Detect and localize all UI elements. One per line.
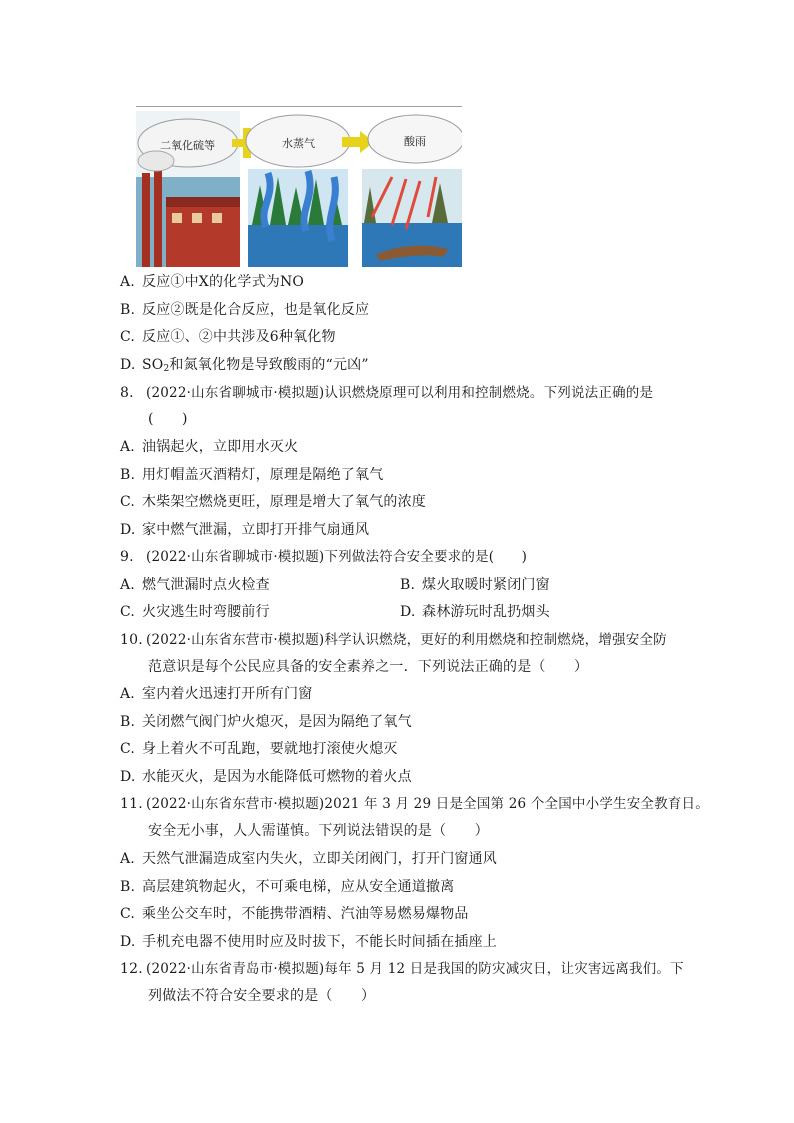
q9-option-c	[120, 603, 270, 621]
q8-option-c	[120, 493, 426, 511]
factory-panel	[136, 111, 240, 267]
option-text: 手机充电器不使用时应及时拔下，不能长时间插在插座上	[142, 934, 497, 950]
figure-label-left: 二氧化硫等	[160, 139, 215, 152]
option-text: 水能灭火，是因为水能降低可燃物的着火点	[142, 769, 412, 785]
q8-option-b	[120, 466, 383, 484]
q9-option-a	[120, 576, 270, 594]
option-text: 油锅起火，立即用水灭火	[142, 439, 299, 455]
question-number: 8.	[120, 385, 134, 401]
option-text: 身上着火不可乱跑，要就地打滚使火熄灭	[142, 741, 398, 757]
q10-option-a	[120, 685, 312, 703]
option-text: 关闭燃气阀门炉火熄灭，是因为隔绝了氧气	[142, 714, 412, 730]
q8-stem	[120, 384, 653, 402]
question-text: (2022·山东省东营市·模拟题)2021 年 3 月 29 日是全国第 26 个全国中小学生安全教育日。	[146, 796, 709, 812]
q11-option-a	[120, 850, 497, 868]
option-text: 煤火取暖时紧闭门窗	[422, 577, 550, 593]
q8-stem-cont	[120, 410, 188, 428]
q8-option-d	[120, 521, 369, 539]
option-text: 反应①中X的化学式为NO	[142, 274, 305, 290]
q10-stem-cont	[120, 658, 588, 676]
acid-rain-figure	[136, 106, 462, 269]
q11-option-d	[120, 933, 497, 951]
option-text: 森林游玩时乱扔烟头	[422, 604, 550, 620]
question-number: 11.	[120, 796, 143, 812]
answer-blank: ( )	[148, 411, 188, 427]
figure-label-right: 酸雨	[404, 135, 426, 148]
option-text: 燃气泄漏时点火检查	[142, 577, 270, 593]
formula-text: SO	[142, 357, 164, 373]
q10-option-c	[120, 740, 398, 758]
figure-label-mid: 水蒸气	[282, 137, 315, 150]
q11-stem-cont	[120, 822, 489, 840]
q10-stem	[120, 631, 667, 649]
option-text: 家中燃气泄漏，立即打开排气扇通风	[142, 522, 370, 538]
q10-option-d	[120, 768, 412, 786]
option-text: 天然气泄漏造成室内失火，立即关闭阀门，打开门窗通风	[142, 851, 497, 867]
option-label: B.	[120, 714, 136, 730]
question-text: (2022·山东省聊城市·模拟题)下列做法符合安全要求的是( )	[146, 549, 528, 565]
q12-stem-cont	[120, 987, 375, 1005]
q9-option-b	[400, 576, 550, 594]
option-label: D.	[400, 604, 416, 620]
option-label: D.	[120, 769, 136, 785]
q7-option-a	[120, 273, 304, 291]
option-label: A.	[120, 686, 135, 702]
question-text: (2022·山东省青岛市·模拟题)每年 5 月 12 日是我国的防灾减灾日，让灾害远离我们。下	[146, 961, 684, 977]
option-text: 用灯帽盖灭酒精灯，原理是隔绝了氧气	[142, 467, 384, 483]
q7-option-c	[120, 328, 336, 346]
option-label: A.	[120, 274, 135, 290]
q9-option-d	[400, 603, 550, 621]
option-text: 木柴架空燃烧更旺，原理是增大了氧气的浓度	[142, 494, 426, 510]
question-text: 安全无小事，人人需谨慎。下列说法错误的是（ ）	[148, 823, 489, 839]
question-number: 10.	[120, 632, 143, 648]
option-label: C.	[120, 906, 136, 922]
question-text: (2022·山东省东营市·模拟题)科学认识燃烧，更好的利用燃烧和控制燃烧，增强安全防	[146, 632, 667, 648]
option-label: D.	[120, 934, 136, 950]
option-label: B.	[120, 302, 136, 318]
question-text: 列做法不符合安全要求的是（ ）	[148, 988, 376, 1004]
water-vapor-panel	[246, 115, 350, 267]
formula-subscript: 2	[163, 364, 170, 374]
q11-stem	[120, 795, 709, 813]
question-number: 9.	[120, 549, 134, 565]
q12-stem	[120, 960, 684, 978]
option-label: B.	[120, 879, 136, 895]
question-number: 12.	[120, 961, 143, 977]
option-text: 反应②既是化合反应，也是氧化反应	[142, 302, 370, 318]
option-label: A.	[120, 577, 135, 593]
q7-option-d	[120, 356, 369, 378]
option-label: A.	[120, 439, 135, 455]
option-label: C.	[120, 494, 136, 510]
option-text: 高层建筑物起火，不可乘电梯，应从安全通道撤离	[142, 879, 455, 895]
option-label: B.	[400, 577, 416, 593]
option-label: C.	[120, 329, 136, 345]
option-text: 反应①、②中共涉及6种氧化物	[142, 329, 336, 345]
option-text: 乘坐公交车时，不能携带酒精、汽油等易燃易爆物品	[142, 906, 469, 922]
q11-option-c	[120, 905, 469, 923]
acid-rain-panel	[362, 115, 462, 267]
option-label: C.	[120, 604, 136, 620]
q11-option-b	[120, 878, 454, 896]
option-text: 和氮氧化物是导致酸雨的“元凶”	[169, 357, 369, 373]
question-text: (2022·山东省聊城市·模拟题)认识燃烧原理可以利用和控制燃烧。下列说法正确的是	[146, 385, 654, 401]
option-text: 火灾逃生时弯腰前行	[142, 604, 270, 620]
option-label: C.	[120, 741, 136, 757]
option-label: D.	[120, 522, 136, 538]
option-text: 室内着火迅速打开所有门窗	[142, 686, 313, 702]
q9-stem	[120, 548, 527, 566]
q8-option-a	[120, 438, 298, 456]
question-text: 范意识是每个公民应具备的安全素养之一．下列说法正确的是（ ）	[148, 659, 589, 675]
option-label: B.	[120, 467, 136, 483]
q7-option-b	[120, 301, 369, 319]
option-label: A.	[120, 851, 135, 867]
option-label: D.	[120, 357, 136, 373]
q10-option-b	[120, 713, 412, 731]
